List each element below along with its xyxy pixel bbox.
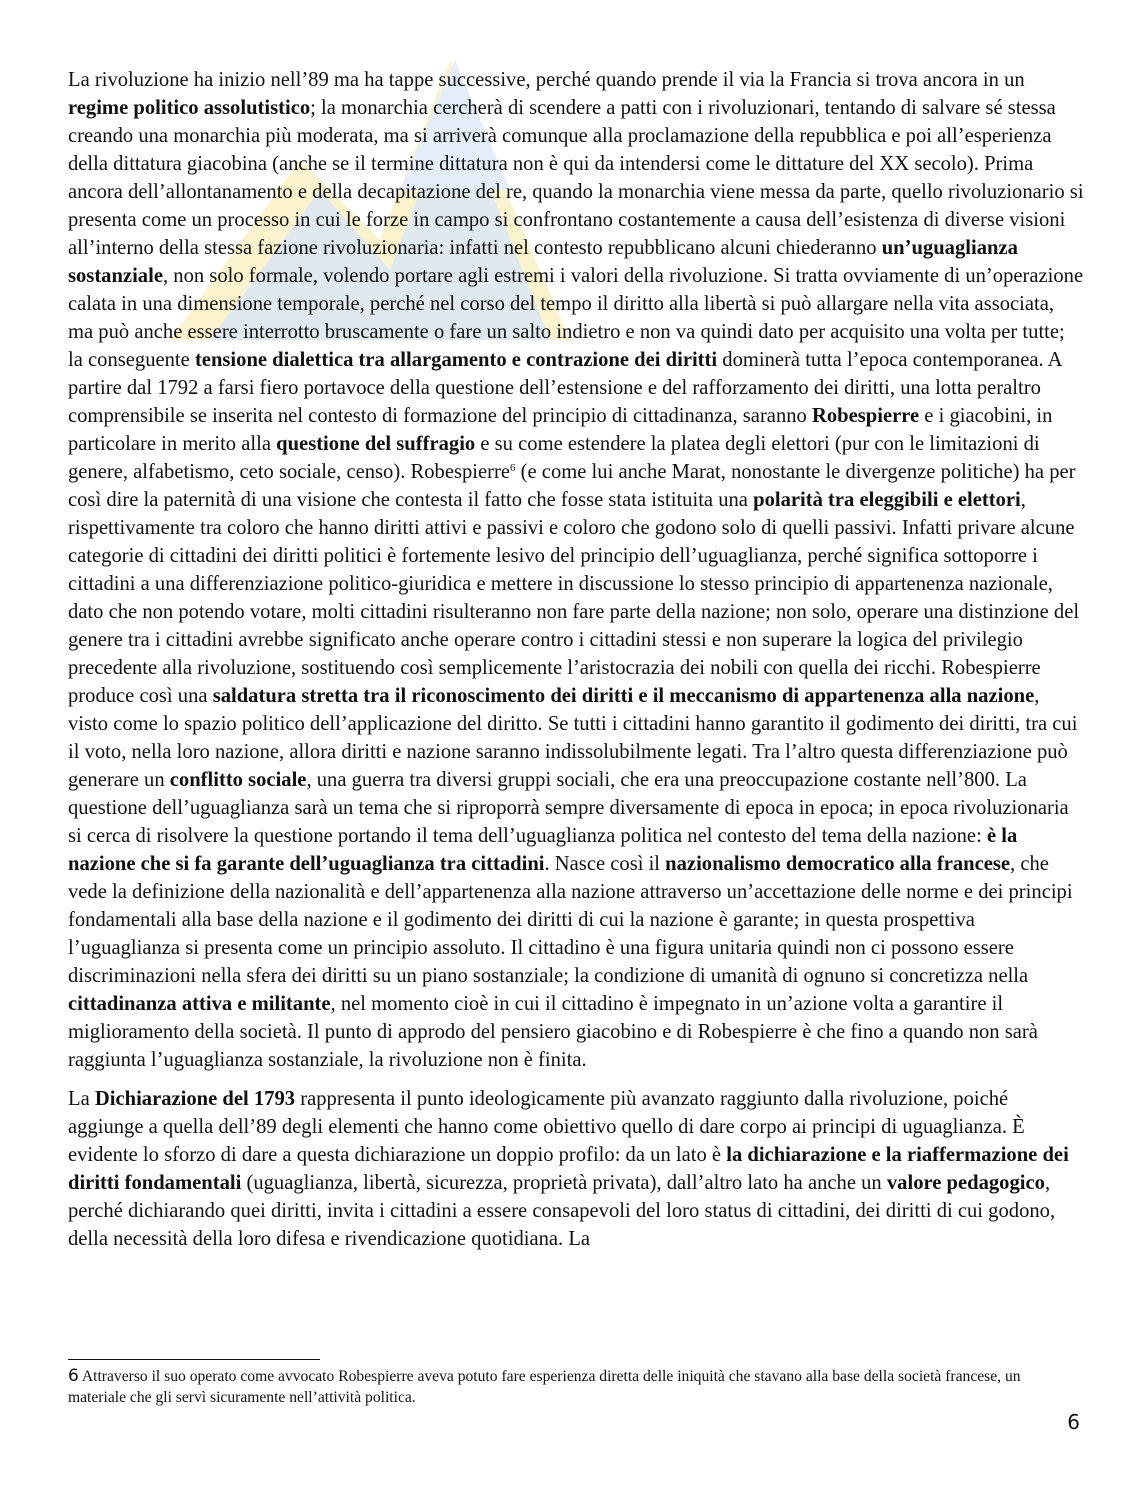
bold-phrase: cittadinanza attiva e militante: [68, 993, 331, 1015]
paragraph: La Dichiarazione del 1793 rappresenta il punto ideologicamente più avanzato raggiunto dalla rivoluzione, poiché aggiunge a quella dell’89 degli elementi che hanno come obiettivo quello di dare corpo ai principi di uguaglianza. È evidente lo sforzo di dare a questa dichiarazione un doppio profilo: da un lato è la dichiarazione e la riaffermazione dei diritti fondamentali (uguaglianza, libertà, sicurezza, proprietà privata), dall’altro lato ha anche un valore pedagogico, perché dichiarando quei diritti, invita i cittadini a essere consapevoli del loro status di cittadini, dei diritti di cui godono, della necessità della loro difesa e rivendicazione quotidiana. La: [68, 1088, 1069, 1250]
bold-phrase: polarità tra eleggibili e elettori: [753, 489, 1021, 511]
footnote-text: Attraverso il suo operato come avvocato Robespierre aveva potuto fare esperienza diretta delle iniquità che stavano alla base della società francese, un materiale che gli servì sicuramente nell’attività politica.: [68, 1368, 1021, 1406]
footnote-number: 6: [68, 1366, 79, 1386]
bold-phrase: un’uguaglianza sostanziale: [68, 237, 1018, 287]
body-text: [68, 66, 1084, 1264]
bold-phrase: conflitto sociale: [169, 769, 307, 791]
footnote: [68, 1366, 1078, 1408]
bold-phrase: nazionalismo democratico alla francese: [665, 853, 1011, 875]
bold-phrase: saldatura stretta tra il riconoscimento dei diritti e il meccanismo di appartenenza alla nazione: [212, 685, 1035, 707]
bold-phrase: la dichiarazione e la riaffermazione dei diritti fondamentali: [68, 1144, 1069, 1194]
bold-phrase: Robespierre: [812, 405, 920, 427]
bold-phrase: è la nazione che si fa garante dell’uguaglianza tra cittadini: [68, 825, 1018, 875]
footnote-reference[interactable]: 6: [510, 462, 516, 474]
bold-phrase: questione del suffragio: [276, 433, 476, 455]
paragraph: La rivoluzione ha inizio nell’89 ma ha tappe successive, perché quando prende il via la Francia si trova ancora in un regime politico assolutistico; la monarchia cercherà di scendere a patti con i rivoluzionari, tentando di salvare sé stessa creando una monarchia più moderata, ma si arriverà comunque alla proclamazione della repubblica e poi all’esperienza della dittatura giacobina (anche se il termine dittatura non è qui da intendersi come le dittature del XX secolo). Prima ancora dell’allontanamento e della decapitazione del re, quando la monarchia viene messa da parte, quello rivoluzionario si presenta come un processo in cui le forze in campo si confrontano costantemente a causa dell’esistenza di diverse visioni all’interno della stessa fazione rivoluzionaria: infatti nel contesto repubblicano alcuni chiederanno un’uguaglianza sostanziale, non solo formale, volendo portare agli estremi i valori della rivoluzione. Si tratta ovviamente di un’operazione calata in una dimensione temporale, perché nel corso del tempo il diritto alla libertà si può allargare nella vita associata, ma può anche essere interrotto bruscamente o fare un salto indietro e non va quindi dato per acquisito una volta per tutte; la conseguente tensione dialettica tra allargamento e contrazione dei diritti dominerà tutta l’epoca contemporanea. A partire dal 1792 a farsi fiero portavoce della questione dell’estensione e del rafforzamento dei diritti, una lotta peraltro comprensibile se inserita nel contesto di formazione del principio di cittadinanza, saranno Robespierre e i giacobini, in particolare in merito alla questione del suffragio e su come estendere la platea degli elettori (pur con le limitazioni di genere, alfabetismo, ceto sociale, censo). Robespierre$^6$ (e come lui anche Marat, nonostante le divergenze politiche) ha per così dire la paternità di una visione che contesta il fatto che fosse stata istituita una polarità tra eleggibili e elettori, rispettivamente tra coloro che hanno diritti attivi e passivi e coloro che godono solo di quelli passivi. Infatti privare alcune categorie di cittadini dei diritti politici è fortemente lesivo del principio dell’uguaglianza, perché significa sottoporre i cittadini a una differenziazione politico-giuridica e mettere in discussione lo stesso principio di appartenenza nazionale, dato che non potendo votare, molti cittadini risulteranno non fare parte della nazione; non solo, operare una distinzione del genere tra i cittadini avrebbe significato anche operare contro i cittadini stessi e non superare la logica del privilegio precedente alla rivoluzione, sostituendo così semplicemente l’aristocrazia dei nobili con quella dei ricchi. Robespierre produce così una saldatura stretta tra il riconoscimento dei diritti e il meccanismo di appartenenza alla nazione, visto come lo spazio politico dell’applicazione del diritto. Se tutti i cittadini hanno garantito il godimento dei diritti, tra cui il voto, nella loro nazione, allora diritti e nazione saranno indissolubilmente legati. Tra l’altro questa differenziazione può generare un conflitto sociale, una guerra tra diversi gruppi sociali, che era una preoccupazione costante nell’800. La questione dell’uguaglianza sarà un tema che si riproporrà sempre diversamente di epoca in epoca; in epoca rivoluzionaria si cerca di risolvere la questione portando il tema dell’uguaglianza politica nel contesto del tema della nazione: è la nazione che si fa garante dell’uguaglianza tra cittadini. Nasce così il nazionalismo democratico alla francese, che vede la definizione della nazionalità e dell’appartenenza alla nazione attraverso un’accettazione delle norme e dei principi fondamentali alla base della nazione e il godimento dei diritti di cui la nazione è garante; in questa prospettiva l’uguaglianza si presenta come un principio assoluto. Il cittadino è una figura unitaria quindi non ci possono essere discriminazioni nella sfera dei diritti su un piano sostanziale; la condizione di umanità di ognuno si concretizza nella cittadinanza attiva e militante, nel momento cioè in cui il cittadino è impegnato in un’azione volta a garantire il miglioramento della società. Il punto di approdo del pensiero giacobino e di Robespierre è che fino a quando non sarà raggiunta l’uguaglianza sostanziale, la rivoluzione non è finita.: [68, 69, 1084, 1071]
page-number: 6: [1067, 1410, 1080, 1434]
bold-phrase: Dichiarazione del 1793: [94, 1088, 296, 1110]
bold-phrase: valore pedagogico: [886, 1172, 1045, 1194]
bold-phrase: tensione dialettica tra allargamento e contrazione dei diritti: [194, 349, 718, 371]
bold-phrase: regime politico assolutistico: [68, 97, 311, 119]
footnote-divider: [68, 1359, 320, 1360]
